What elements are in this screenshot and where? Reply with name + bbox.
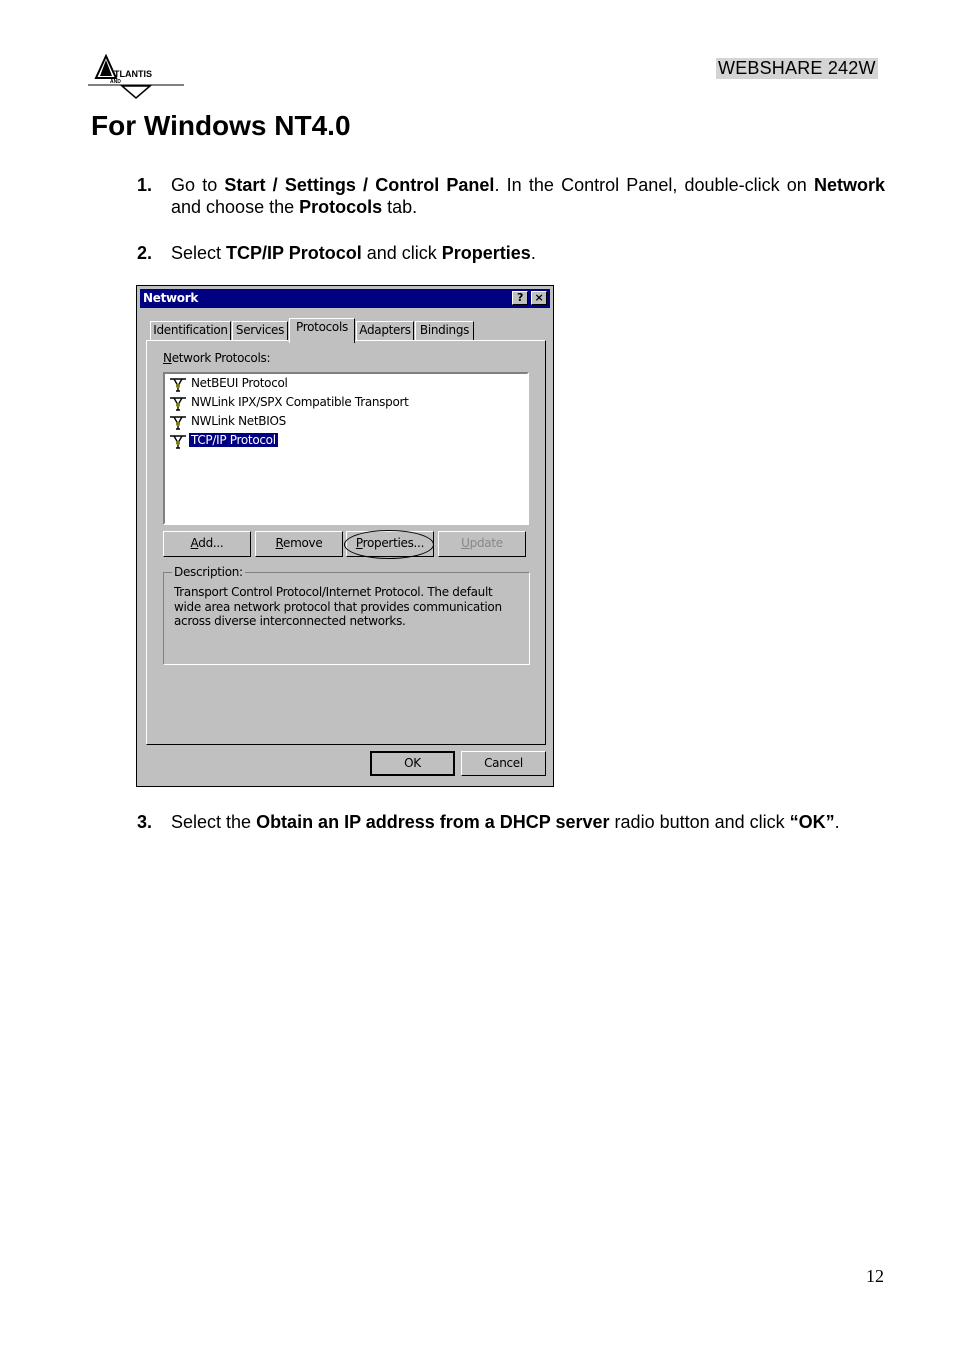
help-icon[interactable]: ? <box>512 291 528 305</box>
atlantis-logo <box>88 54 188 102</box>
protocol-name: TCP/IP Protocol <box>191 433 276 447</box>
tab-adapters[interactable]: Adapters <box>356 321 414 341</box>
tab-bindings[interactable]: Bindings <box>415 321 474 341</box>
page-number: 12 <box>866 1266 884 1286</box>
dialog-title: Network <box>143 291 199 305</box>
protocols-label: Network Protocols: <box>163 351 271 365</box>
step-text: Select TCP/IP Protocol and click Properties. <box>171 243 536 263</box>
tab-protocols[interactable]: Protocols <box>289 318 355 343</box>
step-number: 2. <box>137 243 153 263</box>
protocol-name: NetBEUI Protocol <box>191 376 288 390</box>
tab-identification[interactable]: Identification <box>150 321 231 341</box>
remove-button[interactable]: Remove <box>255 531 343 557</box>
tab-services[interactable]: Services <box>232 321 288 341</box>
step-text: Select the Obtain an IP address from a DHCP server radio button and click “OK”. <box>171 812 840 832</box>
step-number: 1. <box>137 175 153 195</box>
properties-button[interactable]: Properties... <box>346 531 434 557</box>
protocols-list[interactable] <box>163 372 529 525</box>
step-text: Go to Start / Settings / Control Panel. In the Control Panel, double-click on Network and choose the Protocols tab. <box>171 175 885 217</box>
product-name: WEBSHARE 242W <box>718 58 876 78</box>
update-button[interactable]: Update <box>438 531 526 557</box>
network-dialog <box>136 285 554 787</box>
protocol-icon <box>169 414 187 430</box>
protocol-icon <box>169 433 187 449</box>
close-icon[interactable]: × <box>531 291 547 305</box>
page-title: For Windows NT4.0 <box>91 110 351 141</box>
svg-text:AND: AND <box>110 79 121 85</box>
cancel-button[interactable]: Cancel <box>461 751 546 776</box>
protocol-icon <box>169 395 187 411</box>
protocol-name: NWLink IPX/SPX Compatible Transport <box>191 395 409 409</box>
description-label: Description: <box>174 565 243 579</box>
ok-button[interactable]: OK <box>370 751 455 776</box>
svg-text:TLANTIS: TLANTIS <box>114 69 152 79</box>
add-button[interactable]: Add... <box>163 531 251 557</box>
description-group <box>163 565 530 665</box>
protocol-name: NWLink NetBIOS <box>191 414 286 428</box>
step-number: 3. <box>137 812 153 832</box>
dialog-titlebar <box>140 289 550 308</box>
protocol-icon <box>169 376 187 392</box>
description-text: Transport Control Protocol/Internet Protocol. The default wide area network protocol that provides communication across diverse interconnected networks. <box>174 585 502 628</box>
